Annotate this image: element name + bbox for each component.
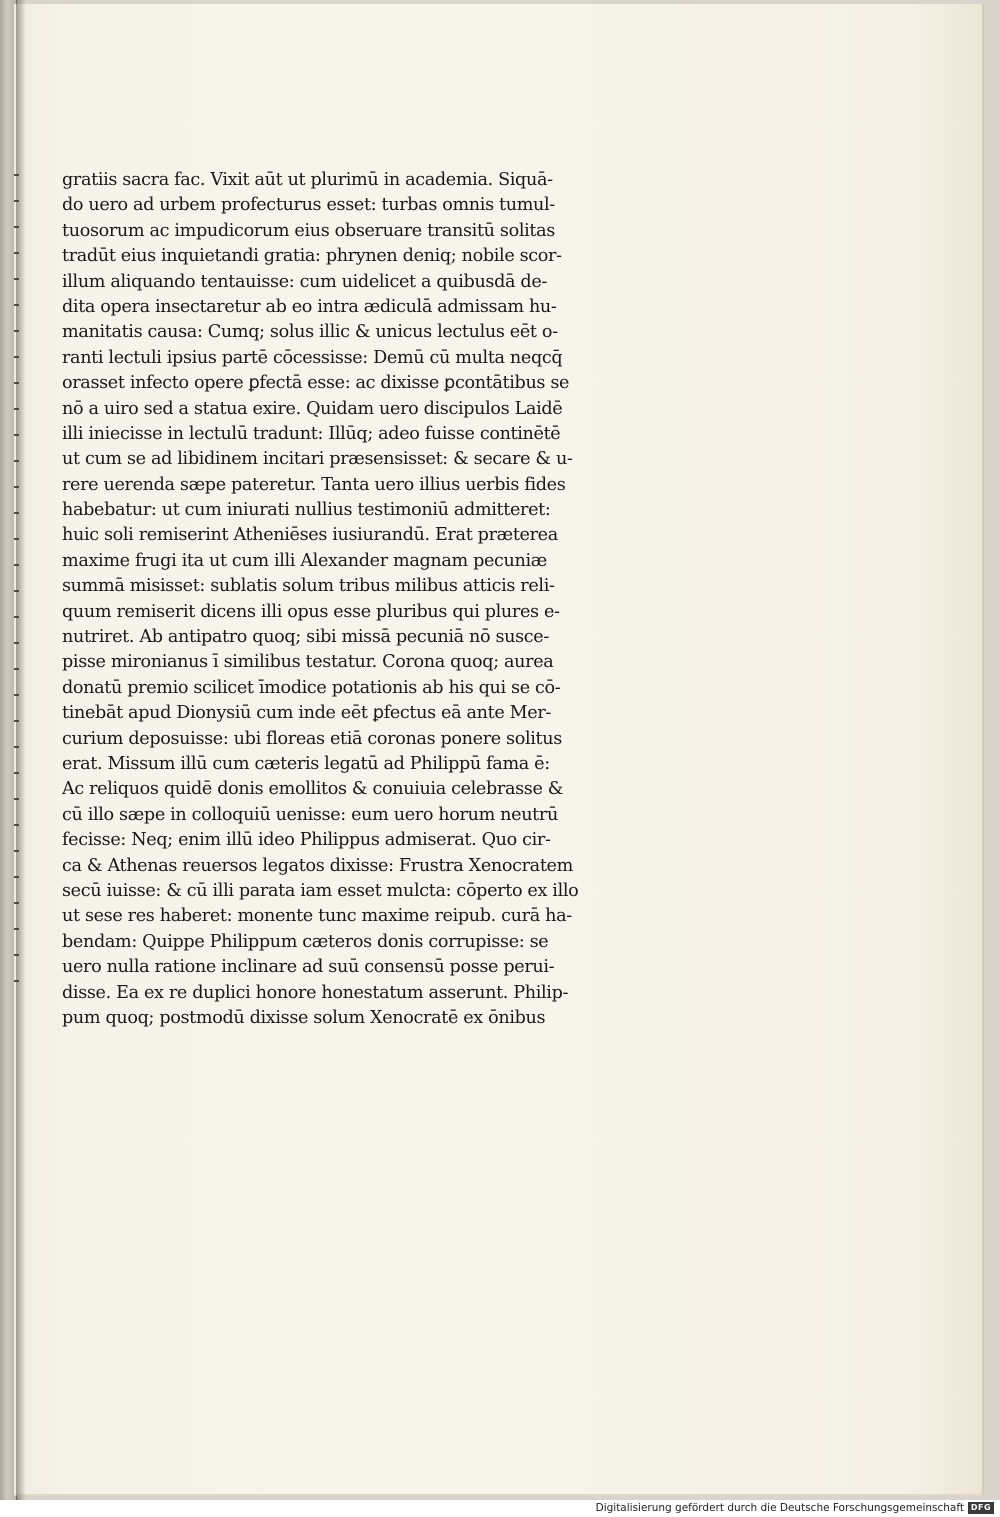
text-line: illum aliquando tentauisse: cum uidelicet a quibusdā de- bbox=[62, 271, 547, 292]
text-line: uero nulla ratione inclinare ad suū consensū posse perui- bbox=[62, 957, 555, 978]
text-line: huic soli remiserint Atheniēses iusiurandū. Erat præterea bbox=[62, 525, 558, 546]
text-line: pum quoq; postmodū dixisse solum Xenocratē ex ōnibus bbox=[62, 1007, 546, 1028]
printed-text-block bbox=[62, 168, 622, 1148]
text-line: nutriret. Ab antipatro quoq; sibi missā pecuniā nō susce- bbox=[62, 627, 549, 648]
text-line: maxime frugi ita ut cum illi Alexander magnam pecuniæ bbox=[62, 550, 547, 571]
text-line: summā misisset: sublatis solum tribus milibus atticis reli- bbox=[62, 576, 555, 597]
text-line: cū illo sæpe in colloquiū uenisse: eum uero horum neutrū bbox=[62, 804, 558, 825]
text-line: donatū premio scilicet īmodice potationis ab his qui se cō- bbox=[62, 677, 561, 698]
text-line: secū iuisse: & cū illi parata iam esset mulcta: cōperto ex illo bbox=[62, 880, 579, 901]
text-line: fecisse: Neq; enim illū ideo Philippus admiserat. Quo cir- bbox=[62, 830, 551, 851]
text-line: erat. Missum illū cum cæteris legatū ad Philippū fama ē: bbox=[62, 753, 550, 774]
text-line: disse. Ea ex re duplici honore honestatum asserunt. Philip- bbox=[62, 982, 569, 1003]
text-line: ut cum se ad libidinem incitari præsensisset: & secare & u- bbox=[62, 449, 573, 470]
text-line: do uero ad urbem profecturus esset: turbas omnis tumul- bbox=[62, 195, 555, 216]
text-line: illi iniecisse in lectulū tradunt: Illūq; adeo fuisse continētē bbox=[62, 423, 561, 444]
text-line: curium deposuisse: ubi floreas etiā coronas ponere solitus bbox=[62, 728, 562, 749]
dfg-logo: DFG bbox=[968, 1502, 994, 1514]
text-line: ca & Athenas reuersos legatos dixisse: Frustra Xenocratem bbox=[62, 855, 573, 876]
gutter-shadow bbox=[16, 0, 26, 1500]
text-line: tinebāt apud Dionysiū cum inde eēt ꝑfectus eā ante Mer- bbox=[62, 703, 552, 724]
text-line: orasset infecto opere ꝑfectā esse: ac dixisse ꝑcontātibus se bbox=[62, 373, 570, 394]
text-line: habebatur: ut cum iniurati nullius testimoniū admitteret: bbox=[62, 500, 551, 521]
text-line: bendam: Quippe Philippum cæteros donis corrupisse: se bbox=[62, 931, 549, 952]
funding-credit: Digitalisierung gefördert durch die Deutsche Forschungsgemeinschaft bbox=[595, 1502, 964, 1514]
text-line: ut sese res haberet: monente tunc maxime reipub. curā ha- bbox=[62, 906, 572, 927]
text-line: nō a uiro sed a statua exire. Quidam uero discipulos Laidē bbox=[62, 398, 563, 419]
text-line: tuosorum ac impudicorum eius obseruare transitū solitas bbox=[62, 220, 555, 241]
text-line: quum remiserit dicens illi opus esse pluribus qui plures e- bbox=[62, 601, 560, 622]
text-line: pisse mironianus ī similibus testatur. Corona quoq; aurea bbox=[62, 652, 554, 673]
text-line: manitatis causa: Cumq; solus illic & unicus lectulus eēt o- bbox=[62, 322, 558, 343]
text-line: rere uerenda sæpe pateretur. Tanta uero illius uerbis fides bbox=[62, 474, 566, 495]
text-line: Ac reliquos quidē donis emollitos & conuiuia celebrasse & bbox=[62, 779, 564, 800]
text-line: dita opera insectaretur ab eo intra ædiculā admissam hu- bbox=[62, 296, 557, 317]
text-line: tradūt eius inquietandi gratia: phrynen deniq; nobile scor- bbox=[62, 246, 562, 267]
text-line: gratiis sacra fac. Vixit aūt ut plurimū in academia. Siquā- bbox=[62, 170, 553, 190]
text-line: ranti lectuli ipsius partē cōcessisse: Demū cū multa neqcq̄ bbox=[62, 347, 563, 368]
